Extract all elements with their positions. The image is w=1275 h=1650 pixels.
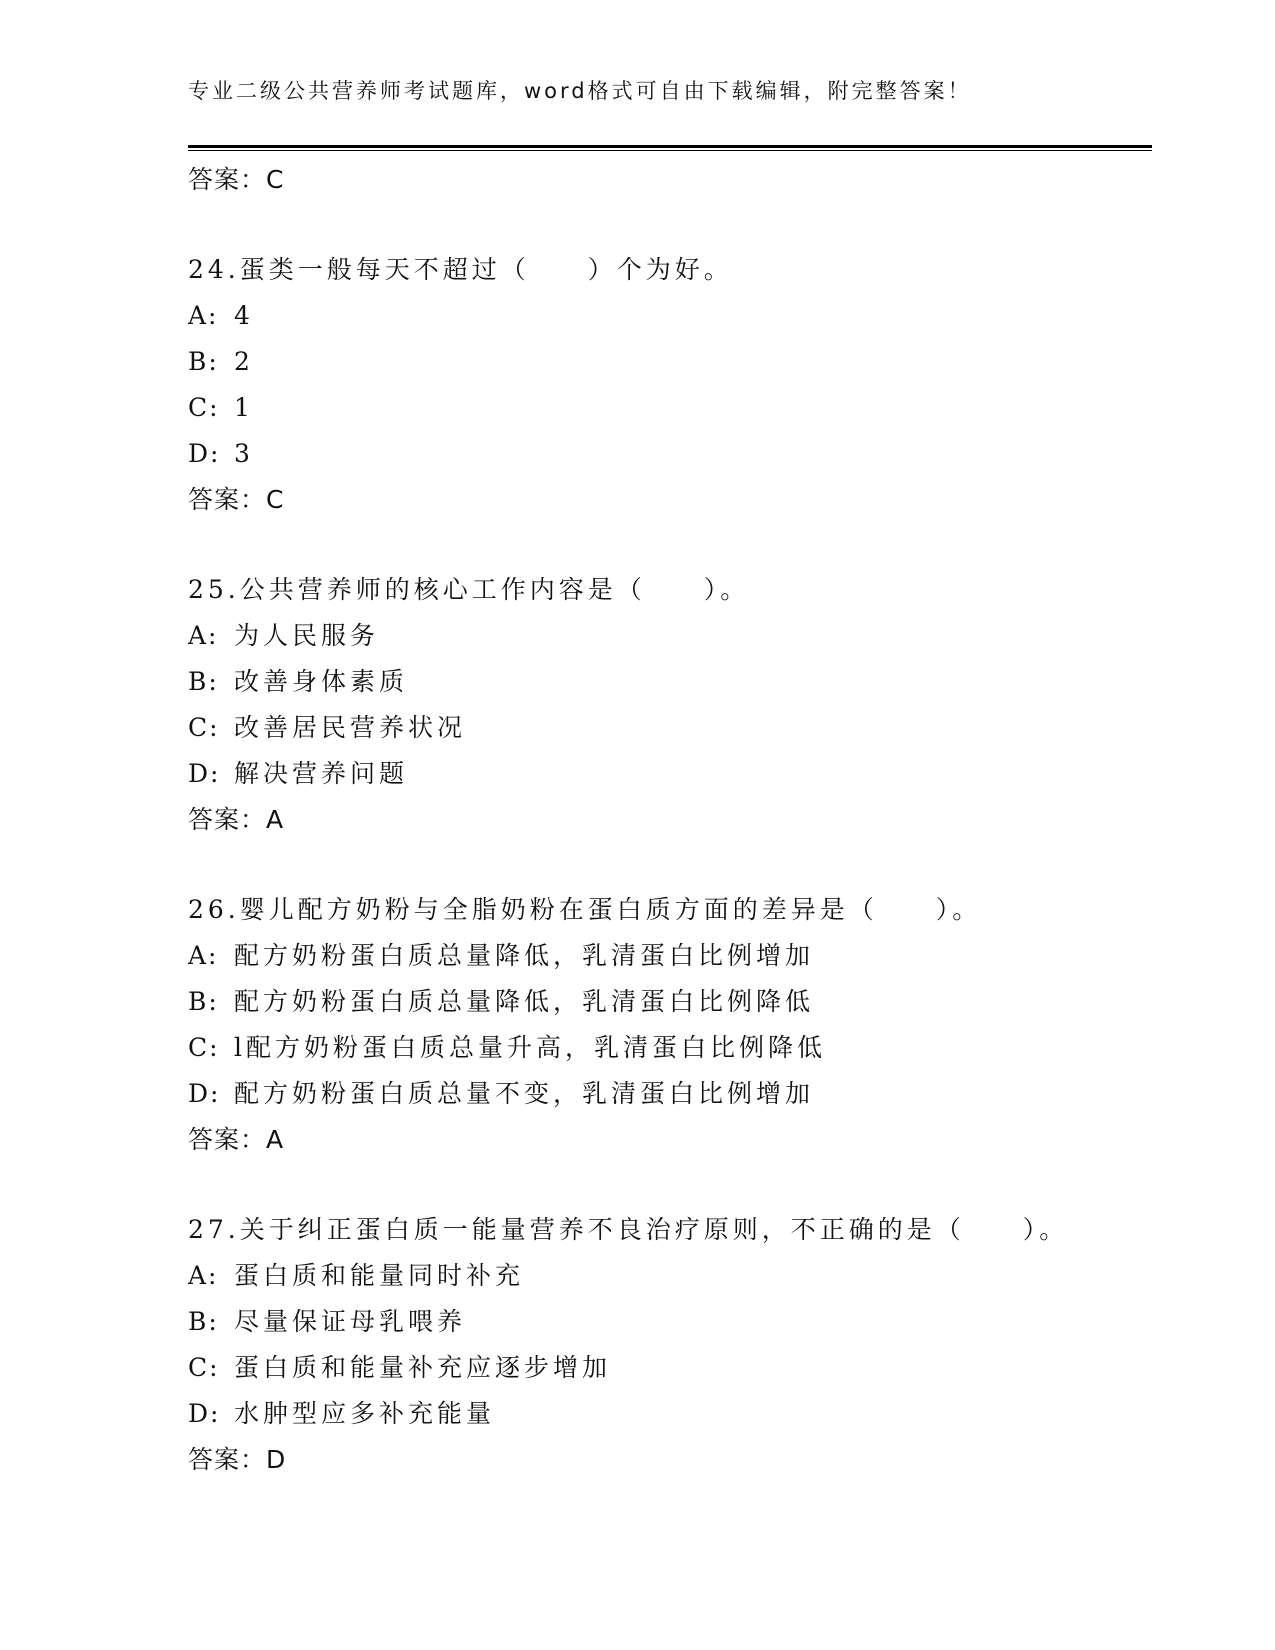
option-b [188,979,1152,1025]
option-c [188,705,1152,751]
question-24 [188,247,1152,523]
answer: 答案：D [188,1445,287,1474]
option-text: 改善居民营养状况 [234,713,467,742]
option-text: 蛋白质和能量补充应逐步增加 [234,1353,612,1382]
option-a [188,933,1152,979]
option-label: C: [188,1033,220,1062]
option-d [188,431,1152,477]
option-text: 水肿型应多补充能量 [234,1399,496,1428]
question-stem: 26.婴儿配方奶粉与全脂奶粉在蛋白质方面的差异是（ ）。 [188,895,982,924]
option-text: 配方奶粉蛋白质总量不变，乳清蛋白比例增加 [234,1079,815,1108]
option-label: B: [188,1307,219,1336]
option-a [188,293,1152,339]
option-text: 1 [234,393,254,422]
option-text: 4 [234,301,254,330]
option-text: 改善身体素质 [234,667,409,696]
option-c [188,1345,1152,1391]
option-text: 蛋白质和能量同时补充 [234,1261,525,1290]
option-label: B: [188,667,219,696]
question-25 [188,567,1152,843]
option-d [188,751,1152,797]
option-c [188,385,1152,431]
header-divider-thick [188,145,1152,148]
option-label: A: [188,941,219,970]
question-stem: 25.公共营养师的核心工作内容是（ ）。 [188,575,750,604]
option-a [188,1253,1152,1299]
option-label: D: [188,1399,221,1428]
question-stem: 24.蛋类一般每天不超过（ ）个为好。 [188,255,733,284]
option-text: 尽量保证母乳喂养 [234,1307,467,1336]
answer: 答案：A [188,805,285,834]
option-label: D: [188,759,221,788]
option-text: 配方奶粉蛋白质总量降低，乳清蛋白比例增加 [234,941,815,970]
option-b [188,339,1152,385]
option-label: B: [188,987,219,1016]
option-label: A: [188,1261,219,1290]
question-stem: 27.关于纠正蛋白质一能量营养不良治疗原则，不正确的是（ ）。 [188,1215,1069,1244]
option-text: 为人民服务 [234,621,380,650]
option-d [188,1391,1152,1437]
option-text: 3 [234,439,254,468]
answer: 答案：A [188,1125,285,1154]
option-text: l配方奶粉蛋白质总量升高，乳清蛋白比例降低 [234,1033,826,1062]
header-text: 专业二级公共营养师考试题库，word格式可自由下载编辑，附完整答案！ [188,79,972,103]
option-label: D: [188,439,221,468]
option-a [188,613,1152,659]
option-label: B: [188,347,219,376]
answer: 答案：C [188,485,285,514]
option-c [188,1025,1152,1071]
option-label: C: [188,1353,220,1382]
option-label: A: [188,621,219,650]
option-text: 2 [234,347,254,376]
header-divider-thin [188,150,1152,151]
option-label: D: [188,1079,221,1108]
option-b [188,1299,1152,1345]
option-text: 配方奶粉蛋白质总量降低，乳清蛋白比例降低 [234,987,815,1016]
option-d [188,1071,1152,1117]
option-b [188,659,1152,705]
option-label: C: [188,713,220,742]
previous-answer: 答案：C [188,165,285,194]
question-list [188,157,1152,1483]
option-label: C: [188,393,220,422]
option-text: 解决营养问题 [234,759,409,788]
option-label: A: [188,301,219,330]
question-27 [188,1207,1152,1483]
question-26 [188,887,1152,1163]
